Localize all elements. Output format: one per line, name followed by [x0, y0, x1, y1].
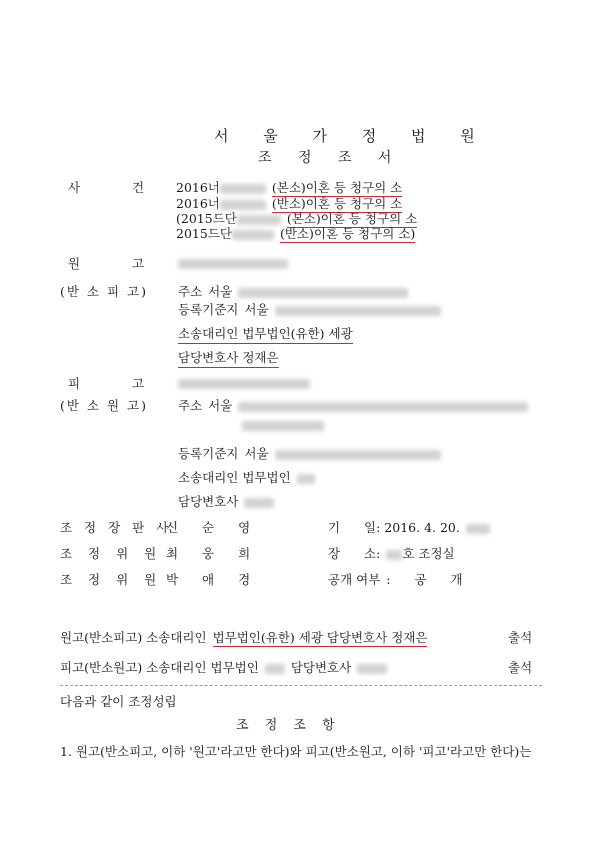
redacted-case-number [232, 230, 274, 240]
session-date: 기 일: 2016. 4. 20. [328, 520, 490, 536]
redacted-lawyer [357, 664, 387, 674]
case-line-2: 2016너 (반소)이혼 등 청구의 소 [176, 196, 403, 211]
redacted-defendant-name [178, 379, 310, 389]
official-name-3: 박 애 경 [166, 572, 251, 587]
attendance-status-1: 출석 [508, 630, 533, 645]
redacted-time [466, 524, 490, 534]
section-divider [60, 685, 542, 686]
conclusion-text: 다음과 같이 조정성립 [60, 694, 177, 709]
session-place: 장 소: 호 조정실 [328, 546, 455, 561]
redacted-case-number [220, 184, 266, 194]
attendance-row-2: 피고(반소원고) 소송대리인 법무법인 담당변호사 [60, 660, 387, 676]
defendant-registry: 등록기준지 서울 [178, 446, 441, 462]
plaintiff-agent: 소송대리인 법무법인(유한) 세광 [178, 326, 353, 344]
redacted-address-line-2 [242, 421, 324, 431]
defendant-label: 피 고 [68, 376, 145, 391]
case-line-4: 2015드단 (반소)이혼 등 청구의 소) [176, 226, 416, 241]
official-name-1: 신 순 영 [166, 520, 251, 535]
plaintiff-sub-label: (반 소 피 고) [60, 284, 148, 299]
redacted-firm [265, 664, 285, 674]
defendant-address: 주소 서울 [178, 398, 528, 414]
case-line-3: (2015드단 (본소)이혼 등 청구의 소 [176, 211, 418, 226]
plaintiff-counsel: 법무법인(유한) 세광 담당변호사 정재은 [212, 630, 428, 645]
case-line-1: 2016너 (본소)이혼 등 청구의 소 [176, 180, 403, 195]
case-desc-1: (본소)이혼 등 청구의 소 [271, 180, 403, 195]
redacted-firm [297, 474, 315, 484]
redacted-registry [275, 450, 441, 460]
document-title: 조 정 조 서 [258, 150, 403, 166]
case-desc-3: (본소)이혼 등 청구의 소 [286, 211, 418, 226]
session-public: 공개 여부 : 공 개 [328, 572, 463, 587]
terms-title: 조 정 조 항 [236, 718, 341, 733]
case-label: 사 건 [68, 180, 145, 195]
official-row-3: 조 정 위 원 [60, 572, 163, 587]
defendant-agent: 소송대리인 법무법인 [178, 470, 315, 486]
defendant-sub-label: (반 소 원 고) [60, 398, 148, 413]
plaintiff-lawyer: 담당변호사 정재은 [178, 350, 279, 368]
redacted-plaintiff-name [178, 259, 288, 269]
plaintiff-registry: 등록기준지 서울 [178, 302, 441, 318]
redacted-room [386, 550, 402, 560]
redacted-case-number [237, 215, 281, 225]
official-row-1: 조 정 장 판 사 [60, 520, 173, 535]
official-name-2: 최 웅 희 [166, 546, 251, 561]
redacted-case-number [220, 200, 266, 210]
defendant-lawyer: 담당변호사 [178, 494, 274, 510]
attendance-status-2: 출석 [508, 660, 533, 675]
case-desc-2: (반소)이혼 등 청구의 소 [271, 196, 403, 211]
official-row-2: 조 정 위 원 [60, 546, 163, 561]
redacted-lawyer [244, 498, 274, 508]
redacted-address [238, 288, 408, 298]
plaintiff-label: 원 고 [68, 256, 145, 271]
court-name: 서 울 가 정 법 원 [214, 127, 490, 145]
case-desc-4: (반소)이혼 등 청구의 소) [279, 226, 416, 241]
attendance-row-1: 원고(반소피고) 소송대리인 법무법인(유한) 세광 담당변호사 정재은 [60, 630, 428, 645]
term-1: 1. 원고(반소피고, 이하 '원고'라고만 한다)와 피고(반소원고, 이하 '피고'라고만 한다)는 [60, 744, 532, 759]
plaintiff-address: 주소 서울 [178, 284, 408, 300]
redacted-address [238, 402, 528, 412]
redacted-registry [275, 306, 441, 316]
